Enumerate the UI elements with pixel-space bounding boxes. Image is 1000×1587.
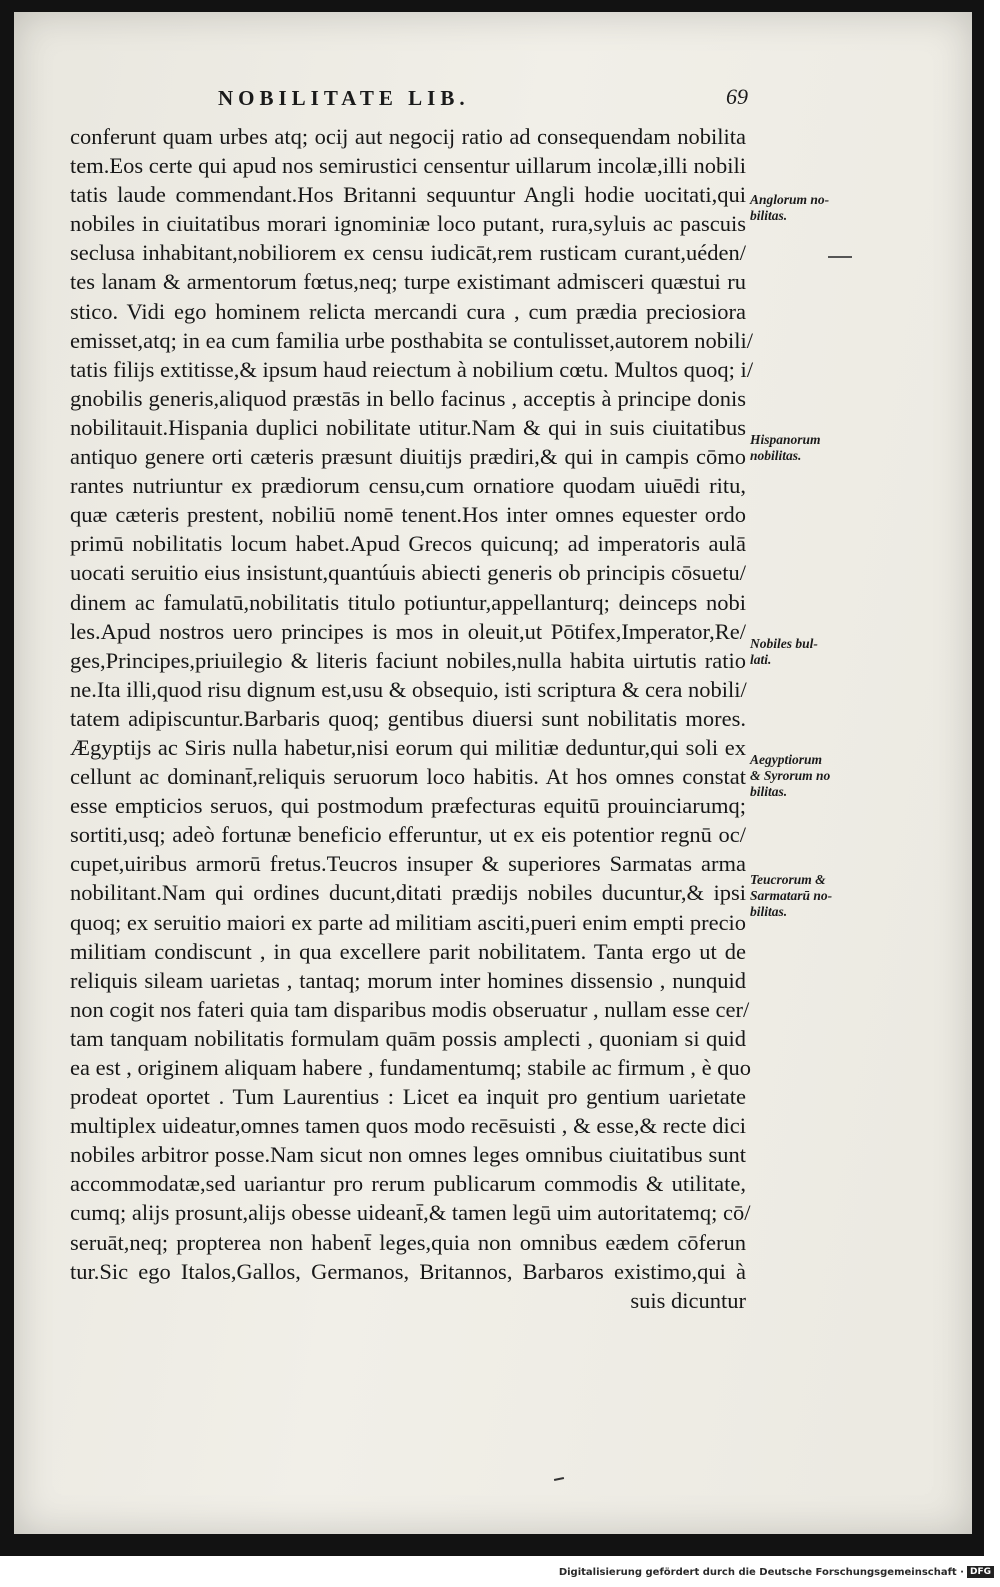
text-line: non cogit nos fateri quia tam disparibus modis obseruatur , nullam esse cer/ (70, 996, 750, 1022)
text-line: accommodatæ,sed uariantur pro rerum publicarum commodis & utilitate, (70, 1171, 746, 1197)
text-line: antiquo genere orti cæteris præsunt diuitijs prædiri,& qui in campis cōmo (70, 444, 746, 470)
marginal-note-line: bilitas. (750, 208, 788, 223)
text-line: esse empticios seruos, qui postmodum præfecturas equitū prouinciarumq; (70, 793, 746, 819)
dfg-logo: DFG (967, 1566, 994, 1578)
marginal-note-line: & Syrorum no (750, 768, 831, 783)
text-line: tur.Sic ego Italos,Gallos, Germanos, Britannos, Barbaros existimo,qui à (70, 1258, 746, 1284)
text-line: rantes nutriuntur ex prædiorum censu,cum ornatiore quodam uiuēdi ritu, (70, 473, 746, 499)
margin-rule-mark (828, 256, 852, 258)
text-line: tatem adipiscuntur.Barbaris quoq; gentibus diuersi sunt nobilitatis mores. (70, 705, 746, 731)
text-line: cellunt ac dominant̄,reliquis seruorum loco habitis. At hos omnes constat (70, 764, 746, 790)
text-line: suis dicuntur (630, 1287, 746, 1313)
text-line: les.Apud nostros uero principes is mos in oleuit,ut Pōtifex,Imperator,Re/ (70, 618, 746, 644)
text-line: conferunt quam urbes atq; ocij aut negocij ratio ad consequendam nobilita (70, 124, 746, 149)
text-line: militiam condiscunt , in qua excellere parit nobilitatem. Tanta ergo ut de (70, 938, 746, 964)
text-line: nobiles arbitror posse.Nam sicut non omnes leges omnibus ciuitatibus sunt (70, 1142, 746, 1168)
credit-text: Digitalisierung gefördert durch die Deutsche Forschungsgemeinschaft · (558, 1567, 964, 1578)
text-line: tatis filijs extitisse,& ipsum haud reiectum à nobilium cœtu. Multos quoq; i/ (70, 356, 754, 382)
marginal-note-teucri (750, 872, 858, 920)
text-line: multiplex uideatur,omnes tamen quos modo recēsuisti , & esse,& recte dici (70, 1113, 746, 1139)
text-line: uocati seruitio eius insistunt,quantúuis abiecti generis ob principis cōsuetu/ (70, 560, 746, 586)
marginal-note-line: Nobiles bul- (750, 636, 818, 651)
digitization-credit (559, 1566, 994, 1578)
text-line: nobilitauit.Hispania duplici nobilitate utitur.Nam & qui in suis ciuitatibus (70, 414, 746, 440)
text-line: dinem ac famulatū,nobilitatis titulo potiuntur,appellanturq; deinceps nobi (70, 589, 746, 615)
text-line: tes lanam & armentorum fœtus,neq; turpe existimant admisceri quæstui ru (70, 269, 746, 295)
text-line: ges,Principes,priuilegio & literis faciunt nobiles,nulla habita uirtutis ratio (70, 647, 746, 673)
text-line: quæ cæteris prestent, nobiliū nomē tenent.Hos inter omnes equester ordo (70, 502, 746, 528)
text-line: primū nobilitatis locum habet.Apud Grecos quicunq; ad imperatoris aulā (70, 531, 746, 557)
text-line: reliquis sileam uarietas , tantaq; morum inter homines dissensio , nunquid (70, 967, 746, 993)
text-line: stico. Vidi ego hominem relicta mercandi cura , cum prædia preciosiora (70, 298, 746, 324)
marginal-note-line: Teucrorum & (750, 872, 826, 887)
text-line: seclusa inhabitant,nobiliorem ex censu iudicāt,rem rusticam curant,uéden/ (70, 240, 746, 266)
running-header (218, 86, 748, 116)
text-line: nobiles in ciuitatibus morari ignominiæ loco putant, rura,syluis ac pascuis (70, 211, 746, 237)
text-line: tam tanquam nobilitatis formulam quām possis amplecti , quoniam si quid (70, 1025, 746, 1051)
text-line: sortiti,usq; adeò fortunæ beneficio efferuntur, ut ex eis potentior regnū oc/ (70, 822, 746, 848)
text-line: prodeat oportet . Tum Laurentius : Licet ea inquit pro gentium uarietate (70, 1084, 746, 1110)
text-line: gnobilis generis,aliquod præstās in bello facinus , acceptis à principe donis (70, 385, 746, 411)
text-line: emisset,atq; in ea cum familia urbe posthabita se contulisset,autorem nobili/ (70, 327, 753, 353)
marginal-note-angli (750, 192, 858, 224)
marginal-note-line: nobilitas. (750, 448, 802, 463)
marginal-note-aegyptii (750, 752, 858, 800)
marginal-note-line: Aegyptiorum (750, 752, 823, 767)
text-line: seruāt,neq; propterea non habent̄ leges,quia non omnibus eædem cōferun (70, 1229, 746, 1255)
page-number: 69 (726, 84, 748, 109)
text-line: nobilitant.Nam qui ordines ducunt,ditati prædijs nobiles ducuntur,& ipsi (70, 880, 746, 906)
marginal-note-line: bilitas. (750, 784, 788, 799)
text-line: tatis laude commendant.Hos Britanni sequuntur Angli hodie uocitati,qui (70, 182, 746, 208)
marginal-note-bullati (750, 636, 858, 668)
marginal-note-hispani (750, 432, 858, 464)
text-line: Ægyptijs ac Siris nulla habetur,nisi eorum qui militiæ deduntur,qui soli ex (70, 734, 746, 760)
marginal-note-line: bilitas. (750, 904, 788, 919)
marginal-note-line: Hispanorum (750, 432, 821, 447)
text-line: ea est , originem aliquam habere , fundamentumq; stabile ac firmum , è quo (70, 1055, 752, 1080)
running-title: NOBILITATE LIB. (218, 86, 470, 110)
main-text-block (70, 122, 754, 1315)
text-line: cupet,uiribus armorū fretus.Teucros insuper & superiores Sarmatas arma (70, 851, 746, 877)
text-line: ne.Ita illi,quod risu dignum est,usu & obsequio, isti scriptura & cera nobili/ (70, 676, 747, 702)
marginal-note-line: Anglorum no- (750, 192, 830, 207)
text-line: tem.Eos certe qui apud nos semirustici censentur uillarum incolæ,illi nobili (70, 153, 746, 179)
text-line: quoq; ex seruitio maiori ex parte ad militiam asciti,pueri enim empti precio (70, 909, 747, 935)
marginal-note-line: lati. (750, 652, 772, 667)
marginal-note-line: Sarmatarū no- (750, 888, 833, 903)
text-line: cumq; alijs prosunt,alijs obesse uideant̄,& tamen legū uim autoritatemq; cō/ (70, 1200, 751, 1226)
